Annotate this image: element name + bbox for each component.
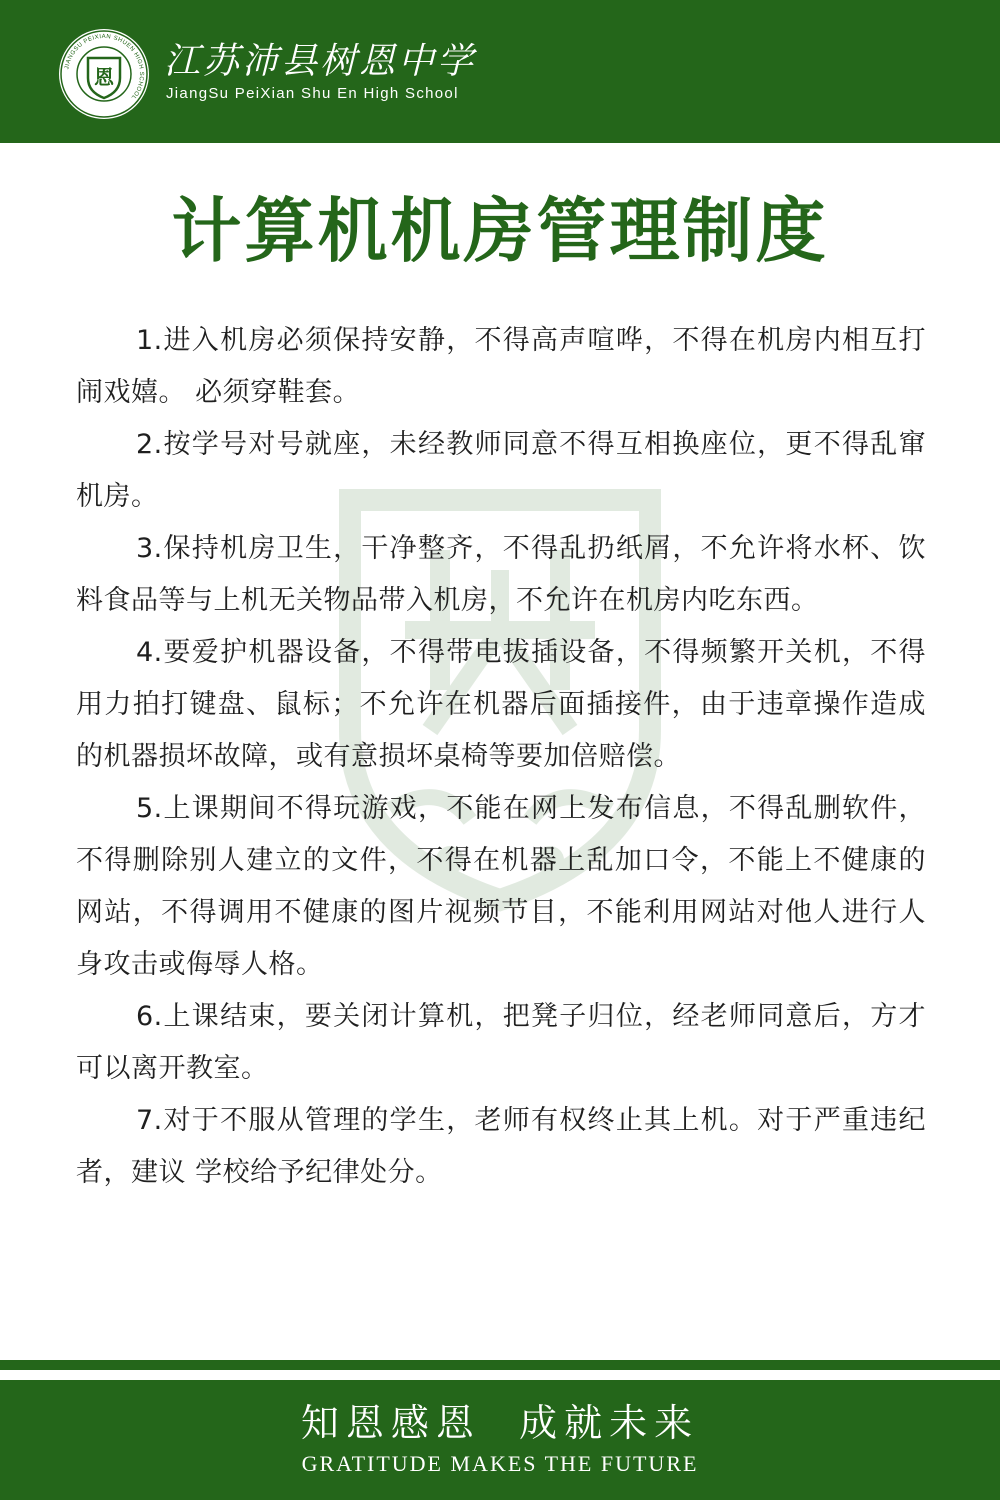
rule-item: 3.保持机房卫生，干净整齐，不得乱扔纸屑，不允许将水杯、饮料食品等与上机无关物品带入机房，不允许在机房内吃东西。 bbox=[76, 533, 926, 616]
rule-item: 6.上课结束，要关闭计算机，把凳子归位，经老师同意后，方才可以离开教室。 bbox=[76, 1001, 926, 1084]
rule-item: 5.上课期间不得玩游戏，不能在网上发布信息，不得乱删软件，不得删除别人建立的文件，不得在机器上乱加口令，不能上不健康的网站，不得调用不健康的图片视频节目，不能利用网站对他人进行人身攻击或侮辱人格。 bbox=[76, 793, 926, 980]
rule-item: 4.要爱护机器设备，不得带电拔插设备，不得频繁开关机，不得用力拍打键盘、鼠标；不允许在机器后面插接件，由于违章操作造成的机器损坏故障，或有意损坏桌椅等要加倍赔偿。 bbox=[76, 637, 926, 772]
header-banner bbox=[0, 0, 1000, 143]
footer-divider bbox=[0, 1360, 1000, 1370]
school-name-cn: 江苏沛县树恩中学 bbox=[164, 41, 477, 82]
school-name-en: JiangSu PeiXian Shu En High School bbox=[166, 85, 459, 102]
school-logo bbox=[58, 28, 150, 120]
logo-ring-text: JIANGSU PEIXIAN SHUEN HIGH SCHOOL bbox=[64, 33, 145, 101]
rules-list bbox=[76, 315, 926, 1199]
page-title: 计算机机房管理制度 bbox=[171, 190, 829, 272]
slogan-en: GRATITUDE MAKES THE FUTURE bbox=[301, 1451, 699, 1476]
logo-glyph: 恩 bbox=[94, 65, 114, 89]
rule-item: 1.进入机房必须保持安静，不得高声喧哗，不得在机房内相互打闹戏嬉。 必须穿鞋套。 bbox=[76, 325, 926, 408]
slogan-cn: 知恩感恩 成就未来 bbox=[300, 1401, 700, 1445]
rule-item: 7.对于不服从管理的学生，老师有权终止其上机。对于严重违纪者，建议 学校给予纪律处分。 bbox=[76, 1105, 926, 1188]
rule-item: 2.按学号对号就座，未经教师同意不得互相换座位，更不得乱窜机房。 bbox=[76, 429, 926, 512]
